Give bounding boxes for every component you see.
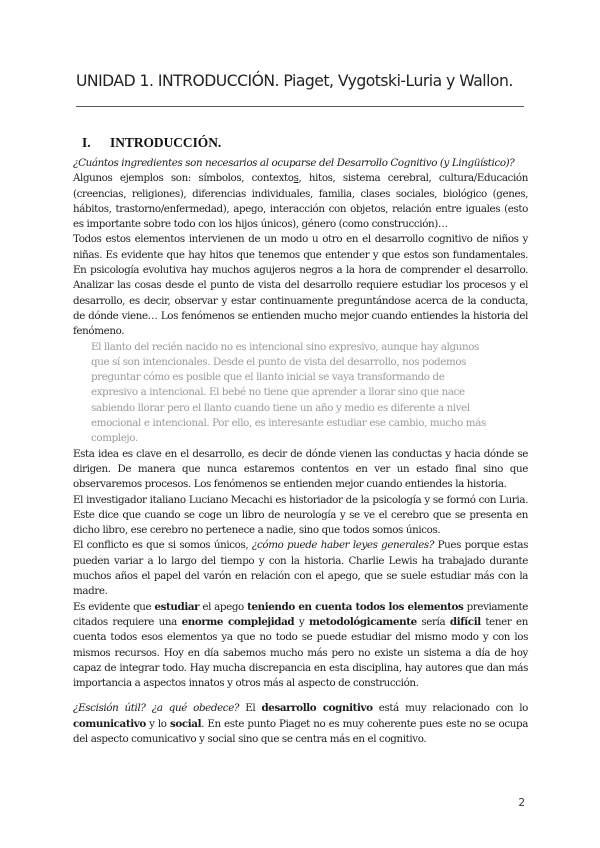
- paragraph-2: Esta idea es clave en el desarrollo, es decir de dónde vienen las conductas y hacia dónde se dirigen. De manera que nunca estaremos contentos en ver un estado final sino que observaremos procesos. Los fenómenos se entienden mejor cuando entiendes la historia.: [73, 447, 528, 491]
- body-text: [73, 156, 528, 747]
- section-title: INTRODUCCIÓN.: [110, 135, 222, 150]
- quote-line: El llanto del recién nacido no es intencional sino expresivo, aunque hay algunos: [91, 340, 479, 353]
- title-divider: [76, 106, 524, 107]
- text-run: Pues porque estas pueden variar a lo largo del tiempo y con la historia. Charlie Lewis ha trabajado durante muchos años el papel del varón en relación con el apego, que se suele estudiar más con la madre.: [73, 539, 529, 598]
- bold-text: teniendo en cuenta todos los elementos: [247, 600, 464, 613]
- quote-block: [91, 340, 523, 447]
- quote-line: emocional e intencional. Por ello, es interesante estudiar ese cambio, mucho más: [91, 417, 486, 430]
- bold-text: desarrollo cognitivo: [261, 702, 373, 715]
- text-run: previamente citados requiere una: [73, 600, 529, 628]
- text-run: está muy relacionado con lo: [372, 702, 528, 715]
- text-run: tener en cuenta todos esos elementos ya que no todo se puede estudiar del mismo modo y con los mismos recursos. Hoy en día sabemos mucho más pero no existe un sistema a día de hoy capaz de integrar todo. Hay mucha discrepancia en esta disciplina, hay autores que dan más importancia a aspectos innatos y otros más al aspecto de construcción.: [73, 615, 528, 690]
- paragraph-4: [73, 538, 528, 599]
- quote-line: sabiendo llorar pero el llanto cuando tiene un año y medio es diferente a nivel: [91, 401, 470, 414]
- examples-paragraph: [73, 171, 528, 232]
- section-number: I.: [82, 135, 91, 150]
- quote-line: preguntar cómo es posible que el llanto inicial se vaya transformando de: [91, 371, 445, 384]
- bold-text: metodológicamente: [308, 615, 417, 628]
- text-run: Algunos ejemplos son: símbolos, context: [73, 172, 288, 185]
- text-run: El conflicto es que si somos únicos,: [73, 539, 252, 552]
- paragraph-3: El investigador italiano Luciano Mecachi es historiador de la psicología y se formó con Luria. Este dice que cuando se coge un libro de neurología y se ve el cerebro que se presenta en dicho libro, ese cerebro no pertenece a nadie, sino que todos somos únicos.: [73, 493, 528, 537]
- text-run: y: [294, 615, 309, 628]
- unit-title: UNIDAD 1. INTRODUCCIÓN. Piaget, Vygotski-Luria y Wallon.: [76, 72, 513, 90]
- text-run: y lo: [145, 717, 170, 730]
- paragraph-6: [73, 701, 528, 747]
- text-run: El: [239, 702, 262, 715]
- text-run: . En este punto Piaget no es muy coherente pues este no se ocupa del aspecto comunicativo y social sino que se centra más en el cognitivo.: [73, 717, 528, 745]
- text-run: Es evidente que: [73, 600, 155, 613]
- quote-line: expresivo a intencional. El bebé no tiene que aprender a llorar sino que nace: [91, 386, 465, 399]
- italic-question: ¿cómo puede haber leyes generales?: [251, 539, 434, 552]
- quote-line: complejo.: [91, 432, 138, 445]
- bold-text: estudiar: [154, 600, 200, 613]
- text-run: sería: [416, 615, 450, 628]
- page-number: 2: [518, 797, 525, 809]
- quote-line: que sí son intencionales. Desde el punto de vista del desarrollo, nos podemos: [91, 355, 467, 368]
- bold-text: difícil: [449, 615, 481, 628]
- text-run: el apego: [199, 600, 248, 613]
- text-run: o: [287, 172, 294, 185]
- bold-text: enorme complejidad: [181, 615, 295, 628]
- paragraph-1: Todos estos elementos intervienen de un modo u otro en el desarrollo cognitivo de niños y niñas. Es evidente que hay hitos que tenemos que entender y que estos son fundamentales. En psicología evolutiva hay muchos agujeros negros a la hora de comprender el desarrollo. Analizar las cosas desde el punto de vista del desarrollo requiere estudiar los procesos y el desarrollo, es decir, observar y estar continuamente preguntándose acerca de la conducta, de dónde viene… Los fenómenos se entienden mucho mejor cuando entiendes la historia del fenómeno.: [73, 233, 528, 338]
- bold-text: social: [169, 717, 202, 730]
- underlined-text: s: [293, 172, 299, 185]
- question-paragraph: ¿Cuántos ingredientes son necesarios al ocuparse del Desarrollo Cognitivo (y Lingüístico)?: [73, 157, 515, 169]
- paragraph-5: [73, 600, 528, 692]
- text-run: , hitos, sistema cerebral, cultura/Educación (creencias, religiones), diferencias individuales, familia, clases sociales, biológico (genes, hábitos, trastorno/enfermedad), apego, interacción con objetos, relación entre iguales (esto es importante sobre todo con los hijos únicos), género (como construcción)…: [73, 172, 528, 231]
- section-heading: [82, 135, 221, 151]
- italic-question: ¿Escisión útil? ¿a qué obedece?: [73, 702, 240, 715]
- bold-text: comunicativo: [73, 717, 146, 730]
